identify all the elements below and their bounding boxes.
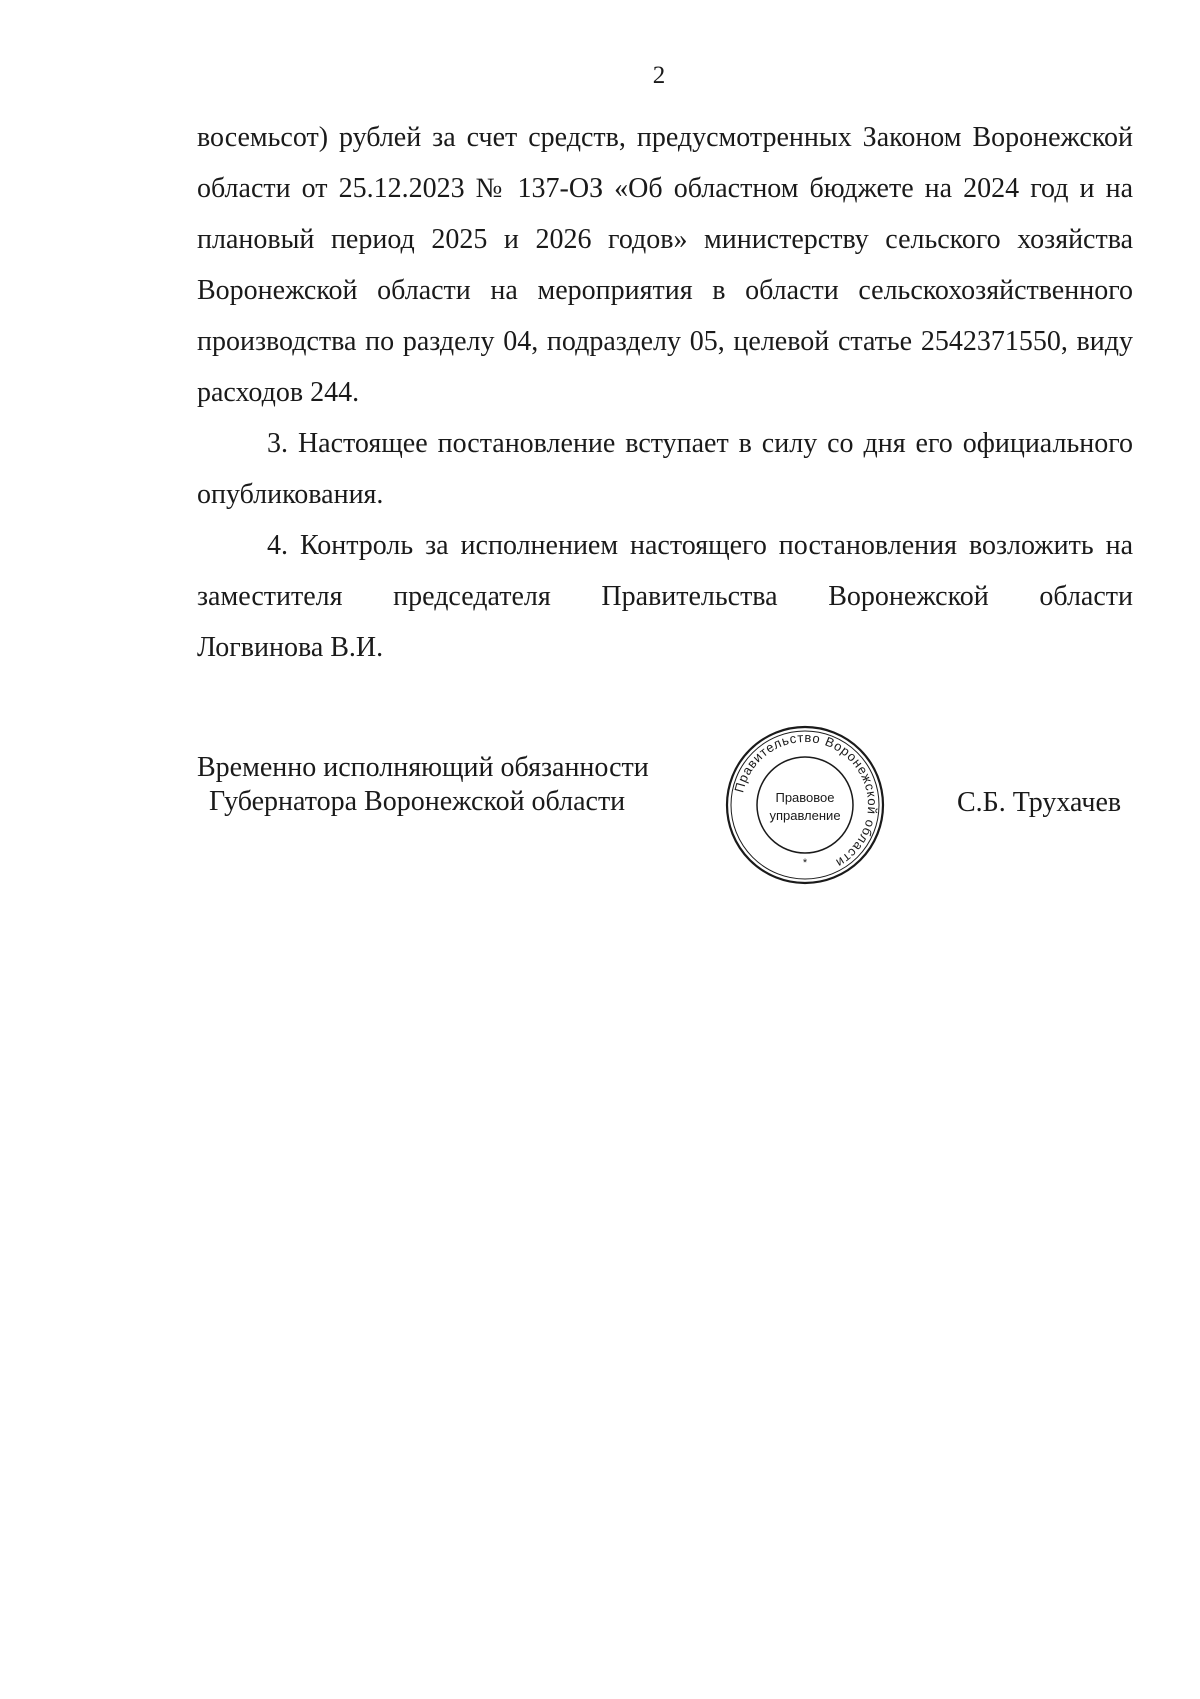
signatory-position [197,751,649,819]
paragraph-control-name: Логвинова В.И. [197,632,384,663]
stamp-outer-text: Правительство Воронежской области [731,729,881,872]
paragraph-effective-date: 3. Настоящее постановление вступает в силу со дня его официального опубликования. [197,428,1133,510]
stamp-star: * [802,857,808,869]
paragraph-budget: восемьсот) рублей за счет средств, предусмотренных Законом Воронежской области от 25.12.2023 № 137-ОЗ «Об областном бюджете на 2024 год и на плановый период 2025 и 2026 годов» министерству сельского хозяйства Воронежской области на мероприятия в области сельскохозяйственного производства по разделу 04, подразделу 05, целевой статье 2542371550, виду расходов 244. [197,122,1133,408]
paragraph-control: 4. Контроль за исполнением настоящего постановления возложить на заместителя председателя Правительства Воронежской области [197,530,1133,612]
stamp-inner-line-2: управление [769,808,841,823]
position-line-1: Временно исполняющий обязанности [197,752,649,783]
signatory-name: С.Б. Трухачев [957,787,1122,818]
document-body [197,112,1133,673]
page-number: 2 [652,62,666,89]
stamp-inner-line-1: Правовое [775,790,835,805]
position-line-2: Губернатора Воронежской области [209,786,626,817]
official-stamp [723,723,887,887]
